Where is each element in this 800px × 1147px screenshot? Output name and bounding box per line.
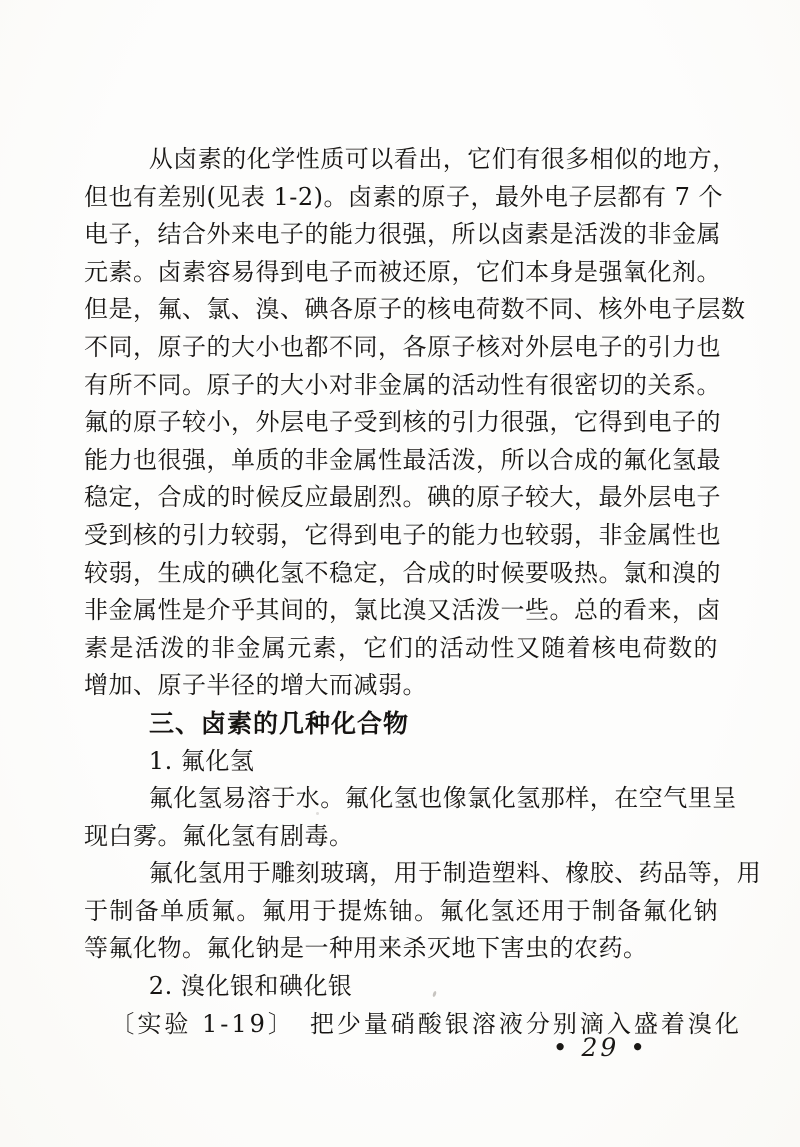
body-text-line: 等氟化物。氟化钠是一种用来杀灭地下害虫的农药。 — [84, 934, 648, 963]
body-text-line: 素是活泼的非金属元素，它们的活动性又随着核电荷数的 — [84, 633, 718, 662]
body-text-line: 氟化氢易溶于水。氟化氢也像氯化氢那样，在空气里呈 — [148, 784, 737, 813]
page-number: • 29 • — [552, 1033, 648, 1062]
body-text-line: 氟化氢用于雕刻玻璃，用于制造塑料、橡胶、药品等，用 — [148, 859, 762, 888]
scan-speck — [316, 812, 319, 815]
body-text-line: 但是，氟、氯、溴、碘各原子的核电荷数不同、核外电子层数 — [84, 295, 746, 324]
body-text-line: 从卤素的化学性质可以看出，它们有很多相似的地方， — [148, 145, 737, 173]
section-heading: 三、卤素的几种化合物 — [149, 708, 410, 738]
experiment-line: 〔实验 1-19〕 把少量硝酸银溶液分别滴入盛着溴化 — [110, 1009, 742, 1038]
body-text-line: 较弱，生成的碘化氢不稳定，合成的时候要吸热。氯和溴的 — [84, 558, 721, 587]
body-text-line: 增加、原子半径的增大而减弱。 — [84, 671, 427, 700]
body-text-line: 能力也很强，单质的非金属性最活泼，所以合成的氟化氢最 — [84, 445, 721, 474]
body-text-line: 电子，结合外来电子的能力很强，所以卤素是活泼的非金属 — [84, 220, 721, 249]
subsection-heading: 2. 溴化银和碘化银 — [148, 972, 353, 1001]
body-text-line: 有所不同。原子的大小对非金属的活动性有很密切的关系。 — [84, 370, 721, 399]
body-text-line: 不同，原子的大小也都不同，各原子核对外层电子的引力也 — [84, 332, 721, 361]
body-text-line: 受到核的引力较弱，它得到电子的能力也较弱，非金属性也 — [84, 520, 721, 549]
body-text-line: 非金属性是介乎其间的，氯比溴又活泼一些。总的看来，卤 — [84, 596, 721, 625]
body-text-line: 现白雾。氟化氢有剧毒。 — [84, 821, 354, 850]
body-text-line: 但也有差别(见表 1-2)。卤素的原子，最外电子层都有 7 个 — [84, 182, 724, 211]
body-text-line: 元素。卤素容易得到电子而被还原，它们本身是强氧化剂。 — [84, 257, 721, 286]
body-text-line: 稳定，合成的时候反应最剧烈。碘的原子较大，最外层电子 — [84, 483, 721, 512]
page-text-block — [84, 141, 762, 1043]
subsection-heading: 1. 氟化氢 — [148, 746, 255, 775]
body-text-line: 氟的原子较小，外层电子受到核的引力很强，它得到电子的 — [84, 408, 721, 437]
body-text-line: 于制备单质氟。氟用于提炼铀。氟化氢还用于制备氟化钠 — [84, 896, 718, 925]
